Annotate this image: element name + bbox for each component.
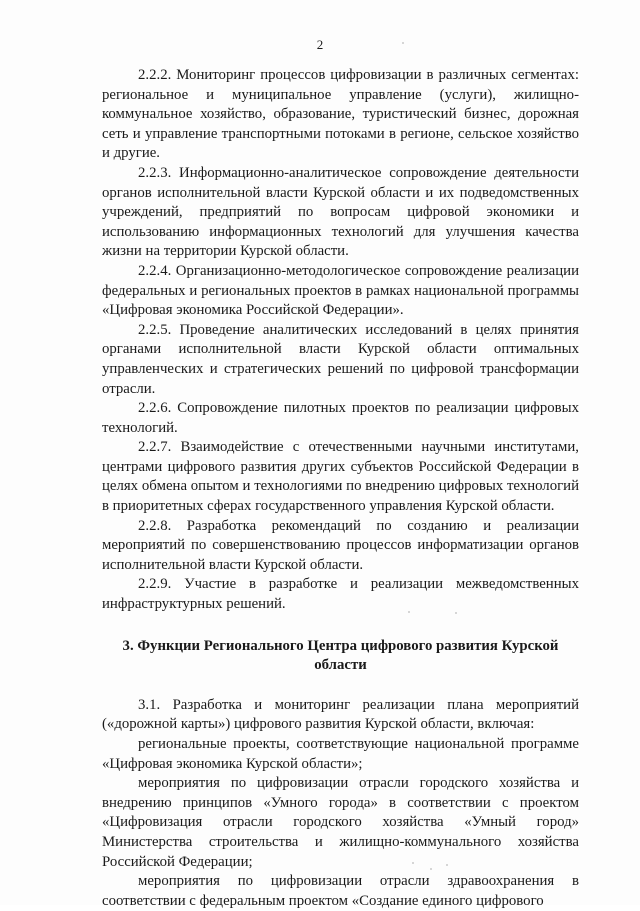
paragraph-2-2-2: 2.2.2. Мониторинг процессов цифровизации в различных сегментах: региональное и муниципальное управление (услуги), жилищно-коммунальное хозяйство, образование, туристический бизнес, дорожная сеть и управление транспортными потоками в регионе, сельское хозяйство и другие. xyxy=(102,67,579,162)
list-item-healthcare: мероприятия по цифровизации отрасли здравоохранения в соответствии с федеральным проектом «Создание единого цифрового xyxy=(102,873,579,909)
scan-speck xyxy=(412,862,414,864)
paragraph-3-1: 3.1. Разработка и мониторинг реализации плана мероприятий («дорожной карты») цифрового развития Курской области, включая: xyxy=(102,696,579,733)
paragraph-2-2-4: 2.2.4. Организационно-методологическое сопровождение реализации федеральных и региональных проектов в рамках национальной программы «Цифровая экономика Российской Федерации». xyxy=(102,262,579,319)
scan-speck xyxy=(430,868,432,870)
paragraph-2-2-9: 2.2.9. Участие в разработке и реализации межведомственных инфраструктурных решений. xyxy=(102,576,579,613)
paragraph-2-2-5: 2.2.5. Проведение аналитических исследований в целях принятия органами исполнительной власти Курской области оптимальных управленческих и стратегических решений по цифровой трансформации отрасли. xyxy=(102,321,579,397)
document-body xyxy=(102,66,579,911)
paragraph-2-2-6: 2.2.6. Сопровождение пилотных проектов по реализации цифровых технологий. xyxy=(102,400,579,436)
paragraph-2-2-8: 2.2.8. Разработка рекомендаций по созданию и реализации мероприятий по совершенствованию процессов информатизации органов исполнительной власти Курской области. xyxy=(102,517,579,573)
scan-speck xyxy=(455,612,457,614)
list-item-regional-projects: региональные проекты, соответствующие национальной программе «Цифровая экономика Курской области»; xyxy=(102,736,579,772)
paragraph-2-2-3: 2.2.3. Информационно-аналитическое сопровождение деятельности органов исполнительной власти Курской области и их подведомственных учреждений, предприятий по вопросам цифровой экономики и использованию информационных технологий для улучшения качества жизни на территории Курской области. xyxy=(102,164,579,260)
heading-spacer xyxy=(102,676,579,696)
paragraph-2-2-7: 2.2.7. Взаимодействие с отечественными научными институтами, центрами цифрового развития других субъектов Российской Федерации в целях обмена опытом и технологиями по внедрению цифровых технологий в приоритетных сферах государственного управления Курской области. xyxy=(102,439,579,515)
scan-speck xyxy=(446,864,448,866)
page-number: 2 xyxy=(316,37,324,52)
list-item-smart-city: мероприятия по цифровизации отрасли городского хозяйства и внедрению принципов «Умного города» в соответствии с проектом «Цифровизация отрасли городского хозяйства «Умный город» Министерства строительства и жилищно-коммунального хозяйства Российской Федерации; xyxy=(102,775,579,870)
section-3-heading: 3. Функции Регионального Центра цифрового развития Курской области xyxy=(122,637,559,674)
scan-speck xyxy=(408,611,410,613)
scan-speck xyxy=(402,42,404,44)
